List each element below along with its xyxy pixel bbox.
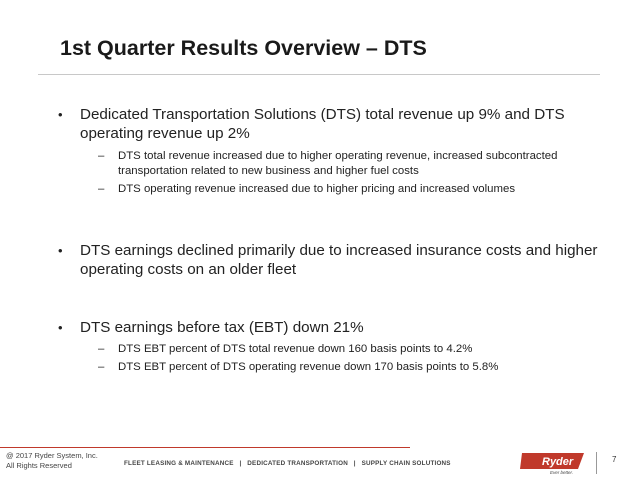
bullet-text: Dedicated Transportation Solutions (DTS) total revenue up 9% and DTS operating revenue up 2%	[80, 106, 565, 142]
bullet-text: DTS earnings declined primarily due to increased insurance costs and higher operating costs on an older fleet	[80, 242, 598, 278]
bullet-text: DTS earnings before tax (EBT) down 21%	[80, 319, 364, 336]
sub-bullet-text: DTS EBT percent of DTS total revenue down 160 basis points to 4.2%	[118, 343, 473, 355]
ryder-logo	[520, 449, 586, 475]
sub-bullet-marker: –	[98, 343, 105, 355]
sub-bullet-marker: –	[98, 183, 105, 195]
sub-bullet-marker: –	[98, 150, 105, 162]
copyright-notice	[6, 451, 98, 471]
sub-bullet-text: DTS EBT percent of DTS operating revenue down 170 basis points to 5.8%	[118, 361, 499, 373]
sub-bullet-text: DTS total revenue increased due to higher operating revenue, increased subcontracted transportation related to new business and higher fuel costs	[118, 150, 558, 177]
slide-title: 1st Quarter Results Overview – DTS	[60, 36, 427, 60]
bullet-marker: •	[58, 243, 63, 258]
rights-line: All Rights Reserved	[6, 461, 72, 470]
footer-divider	[0, 447, 410, 448]
logo-slogan: Ever better.	[550, 470, 574, 475]
bullet-marker: •	[58, 320, 63, 335]
footer-tagline: FLEET LEASING & MAINTENANCE | DEDICATED TRANSPORTATION | SUPPLY CHAIN SOLUTIONS	[124, 460, 451, 467]
sub-bullet-text: DTS operating revenue increased due to higher pricing and increased volumes	[118, 183, 516, 195]
title-divider	[38, 74, 600, 75]
bullet-marker: •	[58, 107, 63, 122]
page-number: 7	[612, 455, 617, 464]
sub-bullet-marker: –	[98, 361, 105, 373]
footer-vertical-divider	[596, 452, 597, 474]
logo-wordmark: Ryder	[542, 456, 574, 468]
copyright-line: @ 2017 Ryder System, Inc.	[6, 451, 98, 460]
